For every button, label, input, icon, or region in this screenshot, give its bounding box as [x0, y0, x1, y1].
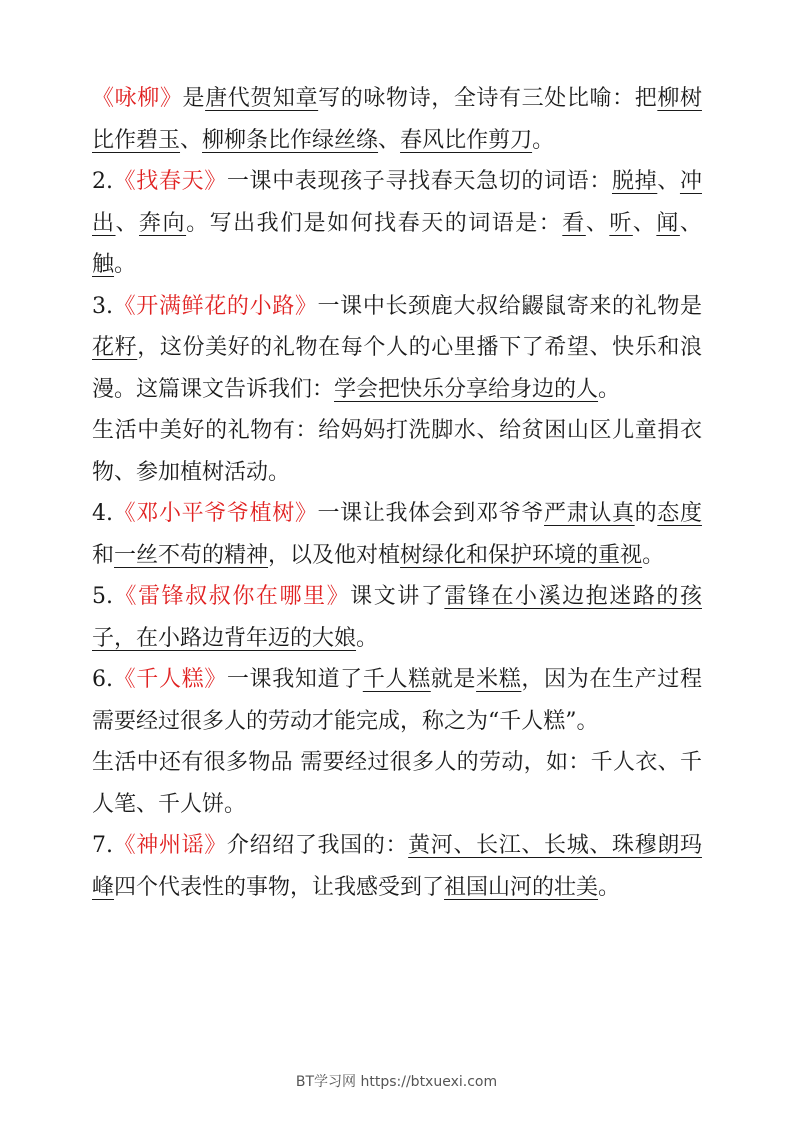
underlined-answer: 柳柳条比作绿丝绦 — [202, 127, 379, 153]
paragraph-leifeng — [92, 576, 702, 659]
paragraph-qianrengao — [92, 659, 702, 742]
text-run: 。 — [642, 542, 665, 568]
underlined-answer: 唐代贺知章 — [205, 86, 319, 111]
underlined-answer: 祖国山河的壮美 — [444, 874, 599, 900]
text-run: 6. — [92, 667, 113, 692]
underlined-answer: 黄河、长江、长城、珠穆朗玛峰 — [92, 833, 702, 900]
underlined-answer: 触 — [92, 252, 115, 277]
underlined-answer: 脱掉 — [611, 169, 658, 194]
text-run: 4. — [92, 501, 113, 526]
text-run: 。 — [532, 127, 555, 153]
lesson-title: 《神州谣》 — [113, 833, 227, 858]
text-run: 介绍绍了我国的： — [226, 833, 409, 858]
lesson-title: 《千人糕》 — [113, 667, 227, 692]
text-run: ，这份美好的礼物在每个人的心里播下了希望、快乐和浪漫。这篇课文告诉我们： — [92, 335, 702, 402]
text-run: 5. — [92, 584, 113, 609]
text-run: 、 — [180, 127, 203, 153]
text-run: 的 — [634, 501, 658, 526]
text-run: 7. — [92, 833, 113, 858]
text-run: 、 — [679, 210, 702, 236]
underlined-answer: 雷锋在小溪边抱迷路的孩子，在小路边背年迈的大娘 — [92, 584, 702, 651]
text-run: 、 — [378, 127, 401, 153]
text-run: 四个代表性的事物，让我感受到了 — [114, 874, 445, 900]
underlined-answer: 柳树比作碧玉 — [92, 86, 702, 153]
paragraph-kaimanxianhua — [92, 286, 702, 411]
text-run: 就是 — [430, 667, 477, 692]
underlined-answer: 树绿化和保护环境的重视 — [400, 542, 643, 568]
text-run: 生活中还有很多物品 需要经过很多人的劳动，如：千人衣、千人笔、千人饼。 — [92, 750, 702, 817]
text-run: 、 — [115, 210, 140, 236]
underlined-answer: 冲出 — [92, 169, 702, 236]
text-run: 。 — [356, 625, 379, 651]
text-run: 课文讲了 — [350, 584, 445, 609]
underlined-answer: 千人糕 — [362, 667, 431, 692]
text-run: 是 — [182, 86, 206, 111]
text-run: 。 — [598, 376, 621, 402]
paragraph-shenzhouyao — [92, 825, 702, 908]
text-run: 生活中美好的礼物有：给妈妈打洗脚水、给贫困山区儿童捐衣物、参加植树活动。 — [92, 418, 702, 485]
underlined-answer: 听 — [609, 210, 633, 236]
text-run: 、 — [657, 169, 680, 194]
lesson-title: 《咏柳》 — [92, 86, 183, 111]
text-run: ，以及他对植 — [268, 542, 401, 568]
underlined-answer: 一丝不苟的精神 — [114, 542, 269, 568]
text-run: 、 — [632, 210, 657, 236]
text-run: 。 — [598, 874, 621, 900]
underlined-answer: 学会把快乐分享给身边的人 — [334, 376, 599, 402]
lesson-title: 《找春天》 — [113, 169, 227, 194]
paragraph-zhaochuntian — [92, 161, 702, 286]
text-run: 3. — [92, 293, 113, 319]
text-run: 一课中表现孩子寻找春天急切的词语： — [226, 169, 612, 194]
paragraph-yongliu — [92, 78, 702, 161]
text-run: 一课让我体会到邓爷爷 — [317, 501, 545, 526]
underlined-answer: 米糕 — [476, 667, 522, 692]
text-run: 、 — [585, 210, 610, 236]
text-run: 2. — [92, 169, 113, 194]
text-run: 。写出我们是如何找春天的词语是： — [186, 210, 563, 236]
underlined-answer: 春风比作剪刀 — [400, 127, 533, 153]
underlined-answer: 看 — [562, 210, 586, 236]
underlined-answer: 严肃认真 — [544, 501, 635, 526]
underlined-answer: 态度 — [657, 501, 702, 526]
lesson-title: 《开满鲜花的小路》 — [113, 293, 318, 319]
text-run: 一课我知道了 — [226, 667, 363, 692]
text-run: 。 — [114, 252, 137, 277]
text-run: 一课中长颈鹿大叔给鼹鼠寄来的礼物是 — [317, 293, 702, 319]
underlined-answer: 奔向 — [139, 210, 187, 236]
lesson-title: 《邓小平爷爷植树》 — [113, 501, 318, 526]
document-body — [92, 78, 702, 908]
footer-watermark: BT学习网 https://btxuexi.com — [295, 1074, 498, 1090]
text-run: 和 — [92, 542, 115, 568]
paragraph-dengxiaoping — [92, 493, 702, 576]
lesson-title: 《雷锋叔叔你在哪里》 — [113, 584, 351, 609]
paragraph-gifts-in-life — [92, 410, 702, 493]
text-run: 写的咏物诗，全诗有三处比喻：把 — [318, 86, 658, 111]
underlined-answer: 闻 — [656, 210, 680, 236]
text-run: ，因为在生产过程需要经过很多人的劳动才能完成，称之为“千人糕”。 — [92, 667, 702, 734]
underlined-answer: 花籽 — [92, 335, 138, 360]
paragraph-many-people-items — [92, 742, 702, 825]
